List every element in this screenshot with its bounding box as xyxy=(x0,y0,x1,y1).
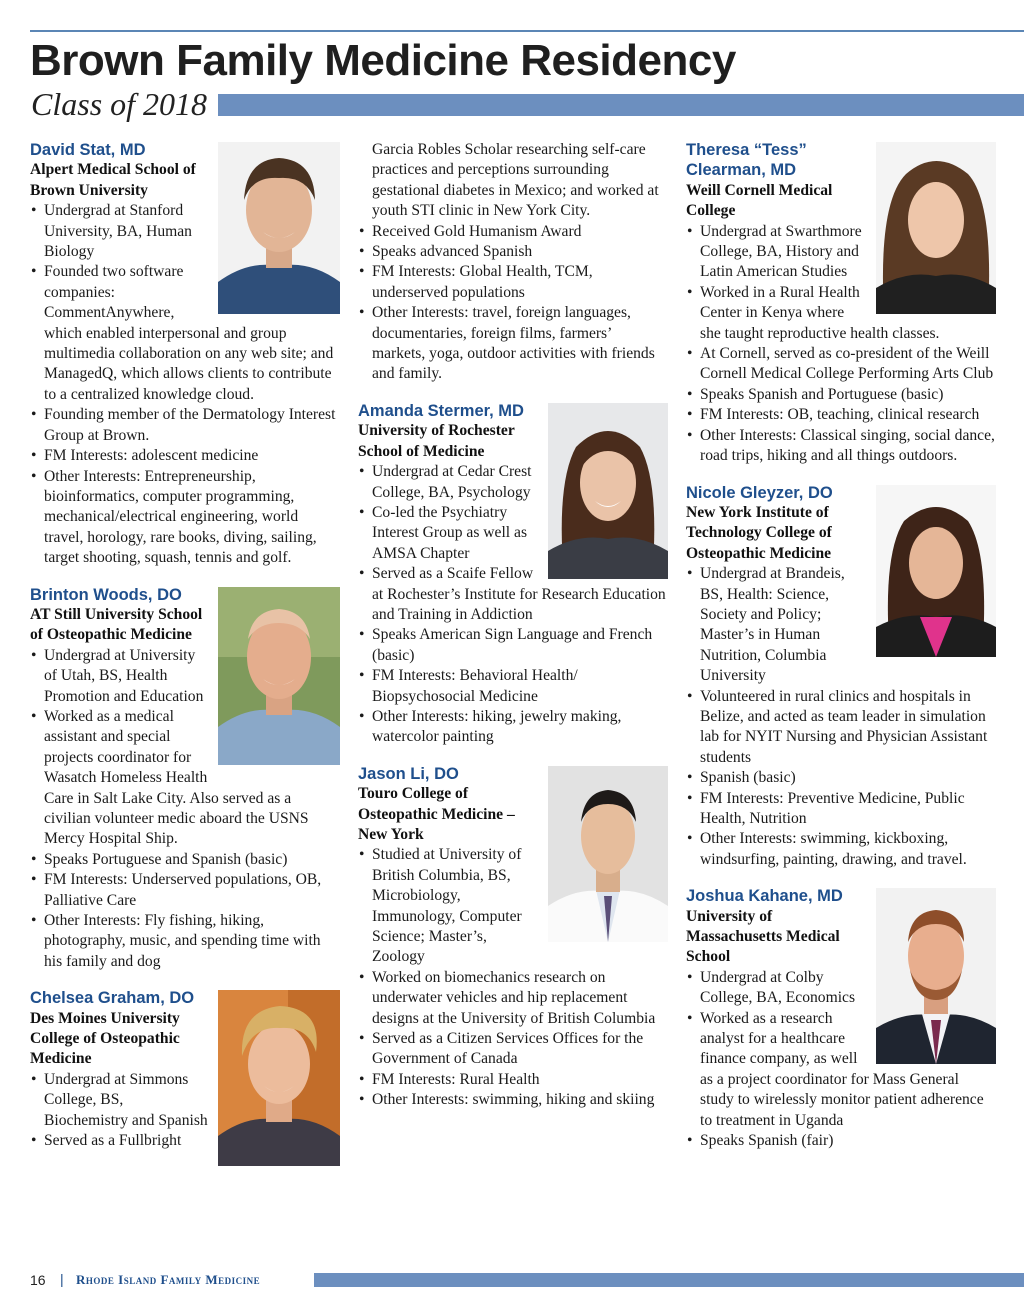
bullet-item: • Worked on biomechanics research on underwater vehicles and hip replacement designs at the University of British Columbia xyxy=(358,968,668,1029)
bullet-item: • Undergrad at Brandeis, BS, Health: Science, Society and Policy; Master’s in Human Nutrition, Columbia University xyxy=(686,564,996,686)
resident-nicole-gleyzer xyxy=(686,483,996,871)
bullet-continuation: Garcia Robles Scholar researching self-care practices and perceptions surrounding gestational diabetes in Mexico; and worked at youth STI clinic in New York City. xyxy=(372,141,659,220)
resident-school: Touro College of Osteopathic Medicine – New York xyxy=(358,785,515,843)
resident-school: Weill Cornell Medical College xyxy=(686,181,833,220)
bullet-item: • Speaks Portuguese and Spanish (basic) xyxy=(30,850,340,870)
bullet-item: • Founding member of the Dermatology Interest Group at Brown. xyxy=(30,405,340,446)
resident-bullets xyxy=(358,462,668,748)
bullet-item: • Undergrad at Stanford University, BA, Human Biology xyxy=(30,201,340,262)
resident-name: Chelsea Graham, DO xyxy=(30,989,195,1008)
bullet-item: • FM Interests: Rural Health xyxy=(358,1070,668,1090)
resident-bullets xyxy=(686,968,996,1152)
bullet-item: • Received Gold Humanism Award xyxy=(358,222,668,242)
column-middle xyxy=(358,140,668,1127)
resident-amanda-stermer xyxy=(358,401,668,748)
bullet-item: • FM Interests: Preventive Medicine, Public Health, Nutrition xyxy=(686,789,996,830)
bullet-item: • At Cornell, served as co-president of the Weill Cornell Medical College Performing Arts Club xyxy=(686,344,996,385)
column-right xyxy=(686,140,996,1168)
bullet-item: • Undergrad at Simmons College, BS, Biochemistry and Spanish xyxy=(30,1070,340,1131)
bullet-item: • Other Interests: travel, foreign languages, documentaries, foreign films, farmers’ markets, yoga, outdoor activities with friends and family. xyxy=(358,303,668,385)
publication-name: Rhode Island Family Medicine xyxy=(76,1272,261,1287)
resident-school: Alpert Medical School of Brown University xyxy=(30,161,196,199)
resident-bullets xyxy=(686,222,996,467)
resident-joshua-kahane xyxy=(686,886,996,1151)
bullet-item: • Undergrad at Colby College, BA, Economics xyxy=(686,968,996,1009)
resident-tess-clearman xyxy=(686,140,996,467)
resident-school: Des Moines University College of Osteopathic Medicine xyxy=(30,1009,180,1068)
footer-bar xyxy=(314,1273,1024,1287)
resident-name: David Stat, MD xyxy=(30,141,146,159)
resident-name: Jason Li, DO xyxy=(358,764,459,783)
resident-name: Brinton Woods, DO xyxy=(30,585,182,604)
bullet-item: • FM Interests: Underserved populations, OB, Palliative Care xyxy=(30,870,340,911)
bullet-item: • Co-led the Psychiatry Interest Group as well as AMSA Chapter xyxy=(358,503,668,564)
bullet-item: • Volunteered in rural clinics and hospitals in Belize, and acted as team leader in simulation lab for NYIT Nursing and Physician Assistant students xyxy=(686,687,996,769)
bullet-item: • FM Interests: OB, teaching, clinical research xyxy=(686,405,996,425)
resident-bullets xyxy=(30,1070,340,1152)
resident-school: University of Massachusetts Medical School xyxy=(686,907,840,966)
bullet-item: • Other Interests: Entrepreneurship, bioinformatics, computer programming, mechanical/electrical engineering, world travel, horology, rare books, diving, sailing, target shooting, squash, tennis and golf. xyxy=(30,467,340,569)
bullet-item: • Speaks Spanish and Portuguese (basic) xyxy=(686,385,996,405)
bullet-item: • Undergrad at University of Utah, BS, Health Promotion and Education xyxy=(30,646,340,707)
bullet-item: • Founded two software companies: CommentAnywhere, which enabled interpersonal and group multimedia collaboration on any web site; and ManagedQ, which allows clients to contribute to a centralized knowledge cloud. xyxy=(30,262,340,405)
bullet-item: • Speaks Spanish (fair) xyxy=(686,1131,996,1151)
page-number: 16 xyxy=(30,1272,46,1288)
resident-school: University of Rochester School of Medicine xyxy=(358,422,515,460)
resident-bullets xyxy=(686,564,996,870)
bullet-item: • Undergrad at Swarthmore College, BA, History and Latin American Studies xyxy=(686,222,996,283)
bullet-item: • Served as a Scaife Fellow at Rochester’s Institute for Research Education and Training in Addiction xyxy=(358,564,668,625)
resident-brinton-woods xyxy=(30,585,340,973)
resident-chelsea-graham-continued xyxy=(358,140,668,385)
resident-name: Amanda Stermer, MD xyxy=(358,401,524,420)
resident-school: AT Still University School of Osteopathic Medicine xyxy=(30,605,203,644)
bullet-item: • FM Interests: adolescent medicine xyxy=(30,446,340,466)
bullet-item: • Other Interests: swimming, kickboxing, windsurfing, painting, drawing, and travel. xyxy=(686,829,996,870)
page-title: Brown Family Medicine Residency xyxy=(30,36,736,85)
footer-separator: | xyxy=(60,1271,64,1287)
resident-name: Nicole Gleyzer, DO xyxy=(686,483,833,502)
resident-school: New York Institute of Technology College of Osteopathic Medicine xyxy=(686,503,832,562)
resident-bullets xyxy=(30,646,340,973)
resident-chelsea-graham xyxy=(30,988,340,1151)
bullet-item: • Undergrad at Cedar Crest College, BA, Psychology xyxy=(358,462,668,503)
bullet-item: • FM Interests: Behavioral Health/ Biopsychosocial Medicine xyxy=(358,666,668,707)
resident-name: Joshua Kahane, MD xyxy=(686,887,843,906)
bullet-item: • Spanish (basic) xyxy=(686,768,996,788)
page-subtitle: Class of 2018 xyxy=(31,86,208,122)
bullet-item: • Worked in a Rural Health Center in Kenya where she taught reproductive health classes. xyxy=(686,283,996,344)
bullet-item: • Served as a Citizen Services Offices for the Government of Canada xyxy=(358,1029,668,1070)
bullet-item: • Studied at University of British Columbia, BS, Microbiology, Immunology, Computer Science; Master’s, Zoology xyxy=(358,845,668,967)
bullet-item: • Speaks American Sign Language and French (basic) xyxy=(358,625,668,666)
resident-name: Theresa “Tess” Clearman, MD xyxy=(686,141,807,180)
bullet-item: • Other Interests: hiking, jewelry making, watercolor painting xyxy=(358,707,668,748)
subtitle-bar xyxy=(218,94,1024,116)
bullet-item: • Speaks advanced Spanish xyxy=(358,242,668,262)
bullet-item: • Worked as a medical assistant and special projects coordinator for Wasatch Homeless Health Care in Salt Lake City. Also served as a civilian volunteer medic aboard the USNS Mercy Hospital Ship. xyxy=(30,707,340,850)
resident-jason-li xyxy=(358,764,668,1111)
bullet-item: • Served as a Fullbright xyxy=(30,1131,340,1151)
bullet-item: • Other Interests: swimming, hiking and skiing xyxy=(358,1090,668,1110)
top-rule xyxy=(30,30,1024,32)
bullet-item: • FM Interests: Global Health, TCM, underserved populations xyxy=(358,262,668,303)
column-left xyxy=(30,140,340,1170)
resident-bullets xyxy=(30,201,340,568)
bullet-item: • Other Interests: Classical singing, social dance, road trips, hiking and all things outdoors. xyxy=(686,426,996,467)
bullet-item: • Other Interests: Fly fishing, hiking, photography, music, and spending time with his family and dog xyxy=(30,911,340,972)
bullet-item: • Worked as a research analyst for a healthcare finance company, as well as a project coordinator for Mass General study to wirelessly monitor patient adherence to treatment in Uganda xyxy=(686,1009,996,1131)
resident-david-stat xyxy=(30,140,340,569)
resident-bullets xyxy=(358,222,668,385)
resident-bullets xyxy=(358,845,668,1110)
